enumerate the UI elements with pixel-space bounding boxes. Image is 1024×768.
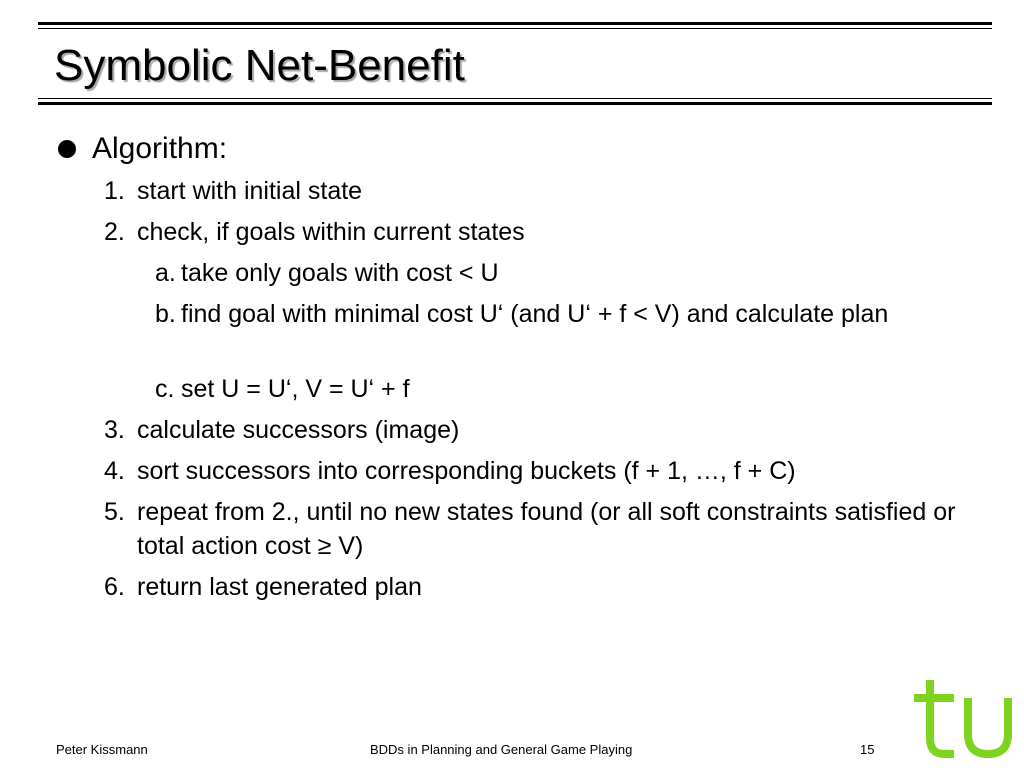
substep-letter: a. (155, 259, 176, 287)
substep-text: take only goals with cost < U (181, 259, 499, 287)
substep-a (155, 256, 975, 290)
step-text: start with initial state (137, 177, 363, 205)
step-text: repeat from 2., until no new states found (or all soft constraints satisfied or total action cost ≥ V) (137, 498, 956, 560)
step-number: 3. (104, 416, 125, 444)
step-text: sort successors into corresponding buckets (f + 1, …, f + C) (137, 457, 796, 485)
footer-author: Peter Kissmann (56, 742, 148, 757)
step-text: check, if goals within current states (137, 218, 525, 246)
step-2 (104, 215, 984, 249)
substep-text: find goal with minimal cost U‘ (and U‘ + f < V) and calculate plan (181, 300, 889, 328)
step-number: 4. (104, 457, 125, 485)
title-rule-thin (38, 98, 992, 99)
step-text: calculate successors (image) (137, 416, 460, 444)
step-number: 6. (104, 573, 125, 601)
bullet-dot-icon (58, 140, 76, 158)
top-rule-thin (38, 28, 992, 29)
step-5 (104, 495, 984, 563)
step-number: 1. (104, 177, 125, 205)
substep-c (155, 372, 975, 406)
step-1 (104, 174, 984, 208)
substep-b (155, 297, 975, 331)
title-rule-thick (38, 102, 992, 105)
bullet-label: Algorithm: (92, 132, 228, 165)
substep-letter: c. (155, 375, 175, 403)
bullet-algorithm (58, 132, 227, 166)
slide-title: Symbolic Net-Benefit (54, 41, 465, 90)
tu-logo-t (914, 680, 954, 754)
tu-logo-u (968, 698, 1008, 754)
step-text: return last generated plan (137, 573, 422, 601)
top-rule-thick (38, 22, 992, 25)
step-number: 2. (104, 218, 125, 246)
step-3 (104, 413, 984, 447)
footer-page-number: 15 (860, 742, 875, 757)
step-4 (104, 454, 984, 488)
tu-logo-icon (910, 678, 1014, 758)
substep-letter: b. (155, 300, 176, 328)
substep-text: set U = U‘, V = U‘ + f (181, 375, 410, 403)
step-number: 5. (104, 498, 125, 526)
footer-talk-title: BDDs in Planning and General Game Playing (370, 742, 633, 757)
step-6 (104, 570, 984, 604)
